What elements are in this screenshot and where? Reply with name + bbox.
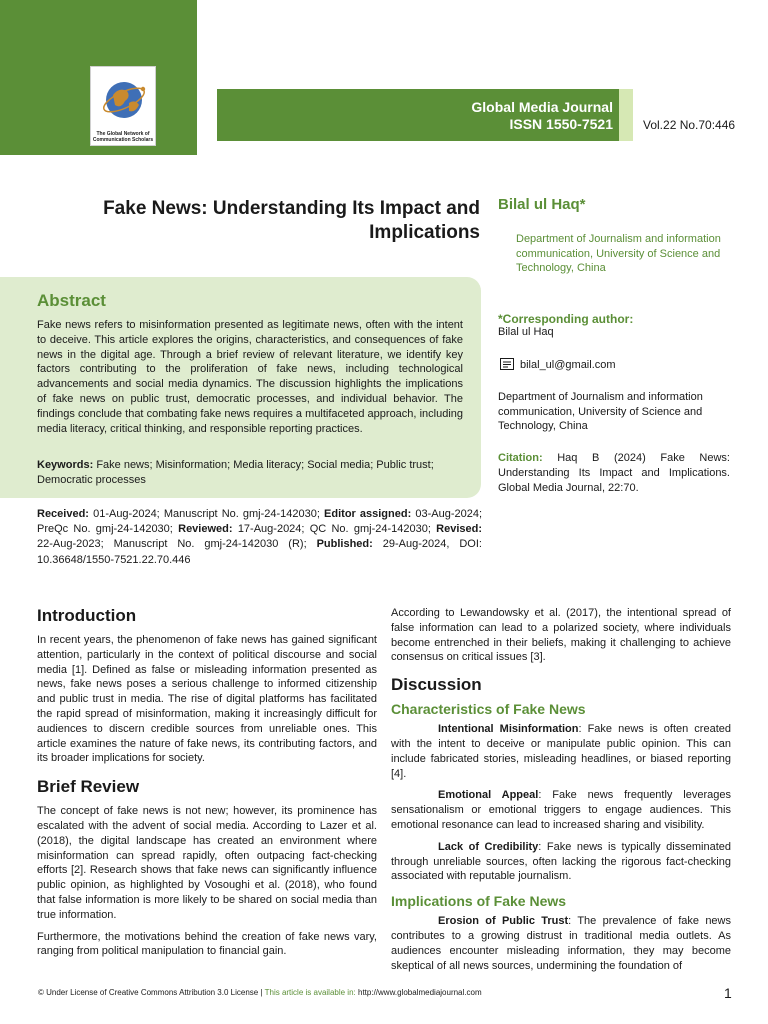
journal-name: Global Media Journal [471, 99, 613, 115]
characteristic-label: Emotional Appeal [438, 789, 539, 802]
received-value: 01-Aug-2024; Manuscript No. gmj-24-142030; [93, 508, 320, 520]
characteristic-label: Intentional Misinformation [438, 723, 579, 736]
journal-header-bar [217, 89, 627, 141]
characteristics-heading: Characteristics of Fake News [391, 701, 586, 718]
citation-label: Citation: [498, 452, 543, 464]
introduction-paragraph: In recent years, the phenomenon of fake news has gained significant attention, particularly in the context of political discourse and social media [1]. Defined as false or misleading information presented as news, fake news poses a serious challenge to informed citizenship and public trust in media. The rise of digital platforms has facilitated the rapid spread of misinformation, making it increasingly difficult for audiences to discern credible sources from unreliable ones. This article examines the nature of fake news, its contributing factors, and its broader implications for society. [37, 634, 377, 765]
doi[interactable]: DOI: 10.36648/1550-7521.22.70.446 [37, 538, 482, 566]
logo-caption: The Global Network of Communication Scholars [92, 131, 154, 143]
keywords-text: Fake news; Misinformation; Media literacy; Social media; Public trust; Democratic processes [37, 459, 434, 486]
article-title: Fake News: Understanding Its Impact and Implications [103, 198, 480, 243]
editor-label: Editor assigned: [324, 508, 412, 520]
corresponding-author-name: Bilal ul Haq [498, 326, 554, 338]
received-label: Received: [37, 508, 89, 520]
published-value: 29-Aug-2024, [382, 538, 450, 551]
journal-logo [90, 66, 156, 146]
footer [38, 988, 482, 997]
implications-heading: Implications of Fake News [391, 893, 567, 910]
keywords [37, 458, 463, 487]
introduction-heading: Introduction [37, 606, 137, 625]
globe-icon [95, 69, 153, 127]
footer-available-label: This article is available in: [264, 988, 356, 997]
implication-item [391, 914, 731, 973]
discussion-heading: Discussion [391, 675, 482, 695]
characteristic-text: : Fake news is typically disseminated through unreliable sources, often lacking the rigorous fact-checking associated with reputable journalism. [391, 840, 731, 883]
footer-license: © Under License of Creative Commons Attribution 3.0 License | [38, 988, 263, 997]
revised-value: 22-Aug-2023; Manuscript No. gmj-24-142030 (R); [37, 538, 307, 551]
characteristic-text: : Fake news is often created with the intent to deceive or manipulate public opinion. This can include fabricated stories, misleading headlines, or biased reporting [4]. [391, 723, 731, 780]
abstract-heading: Abstract [37, 291, 106, 310]
corresponding-author-heading: *Corresponding author: [498, 312, 634, 326]
journal-issn: ISSN 1550-7521 [509, 116, 613, 132]
brief-review-paragraph-1: The concept of fake news is not new; however, its prominence has escalated with the advent of social media. According to Lazer et al. (2018), the digital landscape has created an environment where misinformation can spread rapidly, often outpacing fact-checking efforts [2]. Research shows that fake news can significantly influence public opinion, as highlighted by Vosoughi et al. (2018), who found that false information is more likely to be shared on social media than true information. [37, 805, 377, 921]
characteristic-item [391, 722, 731, 781]
reviewed-value: 17-Aug-2024; QC No. gmj-24-142030; [237, 523, 431, 536]
manuscript-dates [37, 507, 482, 568]
brief-review-heading: Brief Review [37, 777, 140, 797]
implication-text: : The prevalence of fake news contributes to a growing distrust in traditional media outlets. As audiences encounter misleading information, they may become skeptical of all news sources, undermining the foundation of [391, 915, 731, 972]
citation [498, 451, 730, 496]
page-number: 1 [724, 985, 732, 1001]
header-accent [619, 89, 633, 141]
volume-number: Vol.22 No.70:446 [643, 118, 736, 132]
characteristic-label: Lack of Credibility [438, 840, 539, 853]
left-column [37, 606, 377, 959]
characteristic-item [391, 788, 731, 832]
published-label: Published: [316, 538, 373, 551]
implication-label: Erosion of Public Trust [438, 915, 569, 928]
footer-url-link[interactable]: http://www.globalmediajournal.com [358, 988, 482, 997]
keywords-label: Keywords: [37, 459, 94, 471]
author-affiliation: Department of Journalism and information communication, University of Science and Technology, China [516, 233, 721, 274]
revised-label: Revised: [436, 523, 483, 536]
characteristic-item [391, 840, 731, 884]
email-link[interactable]: bilal_ul@gmail.com [520, 359, 616, 371]
right-column [391, 606, 731, 973]
reviewed-label: Reviewed: [178, 523, 233, 536]
email-icon [500, 358, 514, 370]
editor-value: 03-Aug-2024; PreQc No. gmj-24-142030; [37, 508, 483, 536]
citation-text: Haq B (2024) Fake News: Understanding Its Impact and Implications. Global Media Journal, 22:70. [498, 452, 730, 494]
brief-review-paragraph-2: Furthermore, the motivations behind the creation of fake news vary, ranging from political manipulation to financial gain. [37, 930, 377, 958]
author-name: Bilal ul Haq* [498, 196, 586, 213]
lewandowsky-paragraph: According to Lewandowsky et al. (2017), the intentional spread of false information can lead to a polarized society, where individuals become entrenched in their beliefs, making it challenging to achieve consensus on critical issues [3]. [391, 607, 731, 664]
characteristic-text: : Fake news frequently leverages sensationalism or emotional triggers to engage audiences. This emotional resonance can lead to increased sharing and visibility. [391, 789, 731, 831]
email-row [500, 358, 616, 371]
corresponding-department: Department of Journalism and information communication, University of Science and Technology, China [498, 391, 703, 432]
abstract-text: Fake news refers to misinformation presented as legitimate news, often with the intent to deceive. This article explores the origins, characteristics, and consequences of fake news in the digital age. Through a brief review of relevant literature, we identify key factors contributing to the proliferation of fake news, including technological advancements and social media dynamics. The discussion highlights the implications of fake news on public trust, democratic processes, and individual behavior. The findings conclude that combating fake news requires a multifaceted approach, including media literacy, critical thinking, and responsible reporting practices. [37, 319, 463, 435]
